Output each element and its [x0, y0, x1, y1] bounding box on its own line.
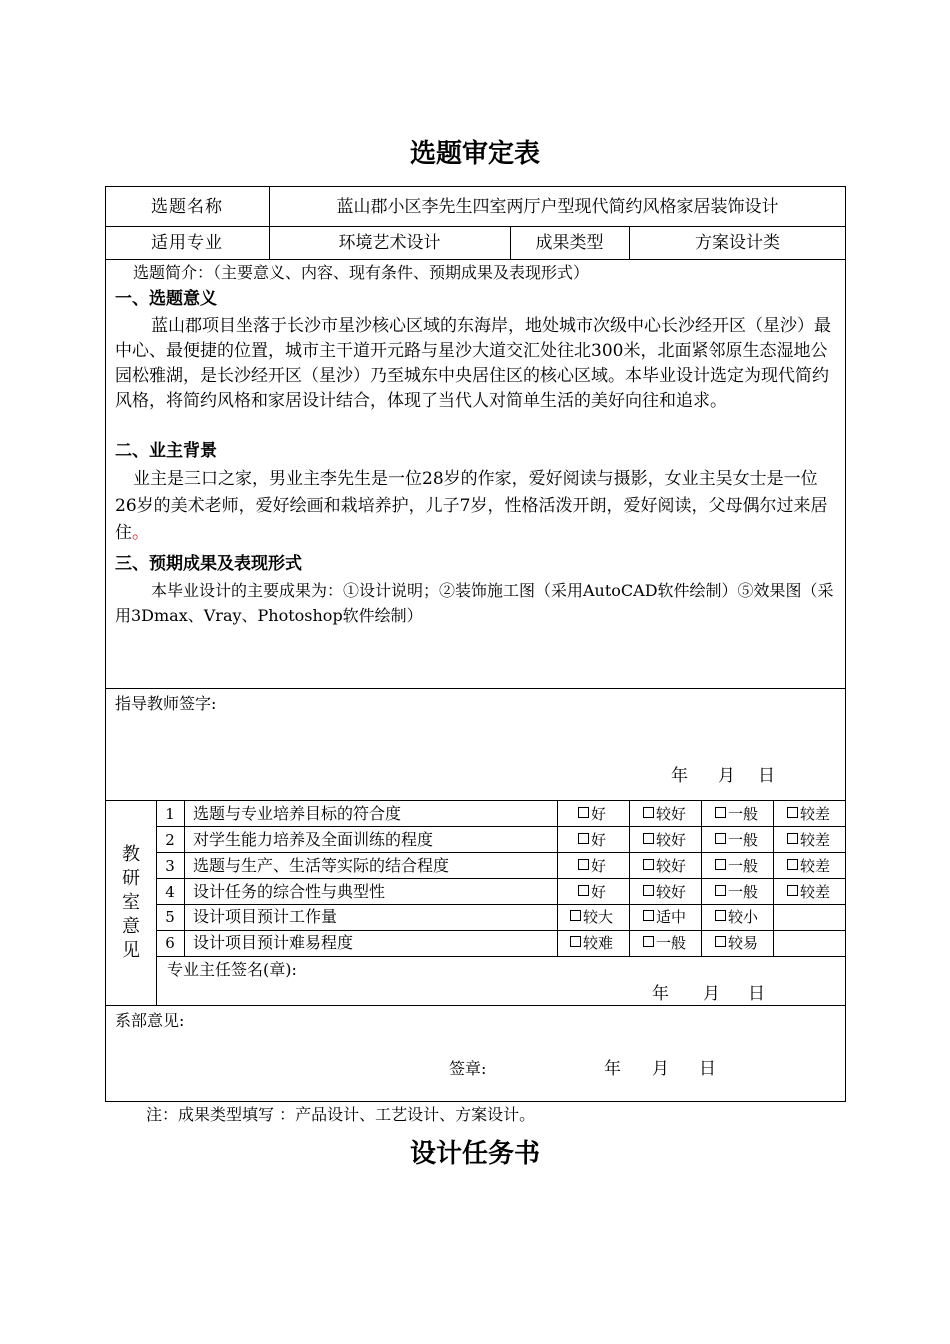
eval-option-label: 较小: [728, 908, 759, 926]
checkbox-icon: [578, 859, 589, 870]
divider: [184, 800, 185, 956]
eval-option[interactable]: [643, 933, 686, 953]
divider: [156, 930, 846, 931]
checkbox-icon: [787, 885, 798, 896]
divider: [156, 852, 846, 853]
section-2-title: 二、业主背景: [115, 441, 217, 461]
eval-option-label: 一般: [728, 883, 759, 901]
eval-option-label: 较好: [656, 831, 687, 849]
eval-option[interactable]: [787, 856, 830, 876]
checkbox-icon: [643, 833, 654, 844]
eval-option[interactable]: [715, 830, 758, 850]
eval-option-label: 好: [591, 857, 607, 875]
result-type-label: 成果类型: [535, 233, 604, 253]
eval-option[interactable]: [578, 830, 606, 850]
eval-row-num: 2: [165, 831, 175, 849]
eval-option-label: 较差: [800, 831, 831, 849]
eval-option-label: 好: [591, 831, 607, 849]
eval-option[interactable]: [643, 882, 686, 902]
checkbox-icon: [643, 885, 654, 896]
checkbox-icon: [715, 910, 726, 921]
side-char: 研: [122, 868, 140, 889]
major-value: 环境艺术设计: [338, 233, 441, 253]
checkbox-icon: [570, 910, 581, 921]
eval-option-label: 一般: [728, 831, 759, 849]
divider: [105, 688, 846, 689]
checkbox-icon: [643, 910, 654, 921]
eval-option[interactable]: [787, 882, 830, 902]
side-char: 室: [122, 892, 140, 913]
dept-date-year: 年: [604, 1059, 621, 1079]
dept-opinion-label: 系部意见:: [115, 1011, 185, 1030]
dept-date-day: 日: [699, 1059, 716, 1079]
side-char: 见: [122, 940, 140, 961]
checkbox-icon: [715, 833, 726, 844]
divider: [105, 800, 846, 801]
section-1-body: 蓝山郡项目坐落于长沙市星沙核心区域的东海岸，地处城市次级中心长沙经开区（星沙）最中心、最便捷的位置，城市主干道开元路与星沙大道交汇处往北300米，北面紧邻原生态湿地公园松雅湖，是长沙经开区（星沙）乃至城东中央居住区的核心区域。本毕业设计选定为现代简约风格，将简约风格和家居设计结合，体现了当代人对简单生活的美好向往和追求。: [115, 316, 831, 411]
eval-option[interactable]: [643, 804, 686, 824]
eval-option[interactable]: [578, 804, 606, 824]
advisor-date-year: 年: [671, 766, 688, 786]
eval-row-item: 设计项目预计工作量: [193, 907, 338, 926]
eval-row-num: 1: [165, 805, 175, 823]
eval-option-label: 较好: [656, 805, 687, 823]
eval-row-item: 选题与专业培养目标的符合度: [193, 804, 402, 823]
eval-option[interactable]: [643, 856, 686, 876]
divider: [105, 226, 846, 227]
subject-value: 蓝山郡小区李先生四室两厅户型现代简约风格家居装饰设计: [336, 197, 779, 217]
checkbox-icon: [570, 936, 581, 947]
eval-option-label: 较差: [800, 883, 831, 901]
director-date-year: 年: [652, 984, 669, 1004]
divider: [156, 826, 846, 827]
checkbox-icon: [787, 807, 798, 818]
side-char: 教: [122, 844, 140, 865]
eval-row-item: 设计任务的综合性与典型性: [193, 882, 386, 901]
section-title: 设计任务书: [409, 1139, 540, 1169]
eval-option-label: 一般: [656, 934, 687, 952]
divider: [701, 800, 702, 956]
eval-option[interactable]: [578, 882, 606, 902]
eval-row-num: 4: [165, 883, 175, 901]
result-type-value: 方案设计类: [695, 233, 780, 253]
eval-option[interactable]: [578, 856, 606, 876]
subject-label: 选题名称: [151, 197, 223, 217]
eval-option[interactable]: [787, 830, 830, 850]
checkbox-icon: [578, 885, 589, 896]
eval-option[interactable]: [787, 804, 830, 824]
director-date-month: 月: [703, 984, 720, 1004]
seal-label: 签章:: [449, 1059, 487, 1078]
side-char: 意: [122, 916, 140, 937]
checkbox-icon: [643, 859, 654, 870]
eval-option-label: 较好: [656, 883, 687, 901]
divider: [156, 878, 846, 879]
eval-option-label: 一般: [728, 857, 759, 875]
divider: [105, 1005, 846, 1006]
section-2-text: 业主是三口之家，男业主李先生是一位28岁的作家，爱好阅读与摄影，女业主吴女士是一位26岁的美术老师，爱好绘画和栽培养护，儿子7岁，性格活泼开朗，爱好阅读，父母偶尔过来居住: [115, 469, 828, 543]
divider: [557, 800, 558, 956]
divider: [105, 259, 846, 260]
eval-row-num: 5: [165, 908, 175, 926]
section-3-body: 本毕业设计的主要成果为：①设计说明；②装饰施工图（采用AutoCAD软件绘制）⑤效果图（采用3Dmax、Vray、Photoshop软件绘制）: [115, 581, 834, 625]
divider: [773, 800, 774, 956]
checkbox-icon: [715, 936, 726, 947]
eval-row-num: 3: [165, 857, 175, 875]
eval-option[interactable]: [715, 933, 758, 953]
eval-option[interactable]: [715, 907, 758, 927]
eval-row-num: 6: [165, 934, 175, 952]
eval-option[interactable]: [570, 907, 613, 927]
eval-option-label: 较难: [583, 934, 614, 952]
eval-row-item: 设计项目预计难易程度: [193, 933, 354, 952]
eval-option-label: 较差: [800, 857, 831, 875]
eval-option-label: 较易: [728, 934, 759, 952]
major-label: 适用专业: [151, 233, 223, 253]
checkbox-icon: [715, 859, 726, 870]
eval-option-label: 好: [591, 883, 607, 901]
divider: [156, 956, 846, 957]
intro-heading: 选题简介：（主要意义、内容、现有条件、预期成果及表现形式）: [133, 263, 590, 282]
divider: [629, 800, 630, 956]
checkbox-icon: [787, 859, 798, 870]
director-date-day: 日: [748, 984, 765, 1004]
dept-date-month: 月: [652, 1059, 669, 1079]
dept-side-label: [121, 843, 141, 963]
eval-option-label: 适中: [656, 908, 687, 926]
eval-option[interactable]: [570, 933, 613, 953]
advisor-label: 指导教师签字:: [115, 694, 217, 713]
section-2-end: 。: [132, 523, 149, 543]
eval-option-label: 一般: [728, 805, 759, 823]
eval-option[interactable]: [643, 830, 686, 850]
eval-row-item: 选题与生产、生活等实际的结合程度: [193, 856, 450, 875]
eval-option-label: 较好: [656, 857, 687, 875]
eval-option-label: 较大: [583, 908, 614, 926]
checkbox-icon: [643, 936, 654, 947]
eval-option[interactable]: [715, 882, 758, 902]
section-2-body: [115, 466, 838, 547]
footnote: 注：成果类型填写 ：产品设计、工艺设计、方案设计。: [146, 1105, 536, 1124]
advisor-date-day: 日: [758, 766, 775, 786]
divider: [156, 904, 846, 905]
eval-option[interactable]: [643, 907, 686, 927]
eval-row-item: 对学生能力培养及全面训练的程度: [193, 830, 434, 849]
advisor-date-month: 月: [718, 766, 735, 786]
page-title: 选题审定表: [409, 139, 540, 169]
checkbox-icon: [578, 807, 589, 818]
eval-option-label: 好: [591, 805, 607, 823]
eval-option[interactable]: [715, 856, 758, 876]
checkbox-icon: [715, 807, 726, 818]
section-3-title: 三、预期成果及表现形式: [115, 554, 302, 574]
checkbox-icon: [715, 885, 726, 896]
checkbox-icon: [787, 833, 798, 844]
director-label: 专业主任签名(章):: [167, 960, 297, 979]
section-1-title: 一、选题意义: [115, 289, 217, 309]
checkbox-icon: [578, 833, 589, 844]
eval-option-label: 较差: [800, 805, 831, 823]
eval-option[interactable]: [715, 804, 758, 824]
checkbox-icon: [643, 807, 654, 818]
